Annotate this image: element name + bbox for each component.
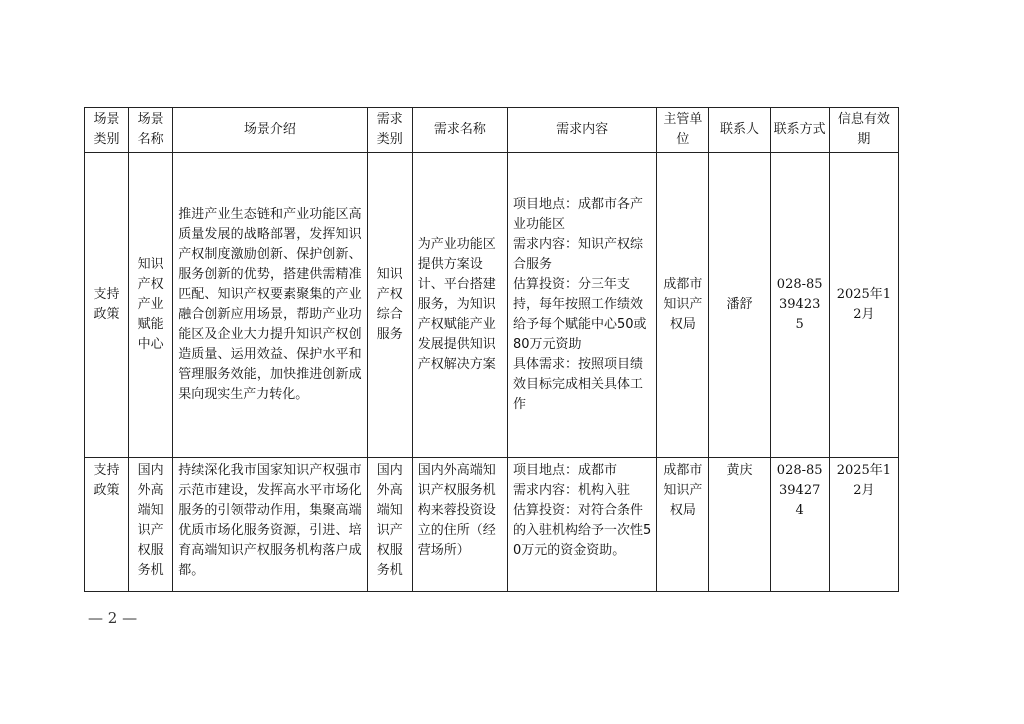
cell-scene-name: 国内外高端知识产权服务机 (129, 458, 173, 592)
header-demand-name: 需求名称 (412, 108, 507, 153)
cell-scene-intro: 持续深化我市国家知识产权强市示范市建设，发挥高水平市场化服务的引领带动作用，集聚高端优质市场化服务资源，引进、培育高端知识产权服务机构落户成都。 (173, 458, 367, 592)
header-demand-content: 需求内容 (507, 108, 656, 153)
table-row (85, 153, 899, 458)
cell-demand-name: 国内外高端知识产权服务机构来蓉投资设立的住所（经营场所） (412, 458, 507, 592)
cell-demand-type: 国内外高端知识产权服务机 (367, 458, 412, 592)
cell-category: 支持政策 (85, 458, 129, 592)
header-unit: 主管单位 (657, 108, 709, 153)
page-number: — 2 — (88, 609, 138, 627)
cell-validity: 2025年12月 (829, 458, 898, 592)
cell-unit: 成都市知识产权局 (657, 153, 709, 458)
cell-demand-name: 为产业功能区提供方案设计、平台搭建服务，为知识产权赋能产业发展提供知识产权解决方案 (412, 153, 507, 458)
cell-category: 支持政策 (85, 153, 129, 458)
cell-scene-intro: 推进产业生态链和产业功能区高质量发展的战略部署，发挥知识产权制度激励创新、保护创新、服务创新的优势，搭建供需精准匹配、知识产权要素聚集的产业融合创新应用场景，帮助产业功能区及企业大力提升知识产权创造质量、运用效益、保护水平和管理服务效能，加快推进创新成果向现实生产力转化。 (173, 153, 367, 458)
cell-demand-content: 项目地点：成都市各产业功能区 需求内容：知识产权综合服务 估算投资：分三年支持，每年按照工作绩效给予每个赋能中心50或80万元资助 具体需求：按照项目绩效目标完成相关具体工作 (507, 153, 656, 458)
policy-scenario-table (84, 107, 899, 592)
cell-phone: 028-85394235 (770, 153, 829, 458)
header-scene-name: 场景名称 (129, 108, 173, 153)
header-phone: 联系方式 (770, 108, 829, 153)
table-row (85, 458, 899, 592)
cell-unit: 成都市知识产权局 (657, 458, 709, 592)
header-demand-category: 需求类别 (367, 108, 412, 153)
cell-scene-name: 知识产权产业赋能中心 (129, 153, 173, 458)
header-scene-category: 场景类别 (85, 108, 129, 153)
cell-validity: 2025年12月 (829, 153, 898, 458)
cell-contact: 黄庆 (709, 458, 770, 592)
header-validity: 信息有效期 (829, 108, 898, 153)
cell-phone: 028-85394274 (770, 458, 829, 592)
cell-demand-type: 知识产权综合服务 (367, 153, 412, 458)
cell-demand-content: 项目地点：成都市 需求内容：机构入驻 估算投资：对符合条件的入驻机构给予一次性50万元的资金资助。 (507, 458, 656, 592)
cell-contact: 潘舒 (709, 153, 770, 458)
table-header-row (85, 108, 899, 153)
header-contact: 联系人 (709, 108, 770, 153)
header-scene-intro: 场景介绍 (173, 108, 367, 153)
